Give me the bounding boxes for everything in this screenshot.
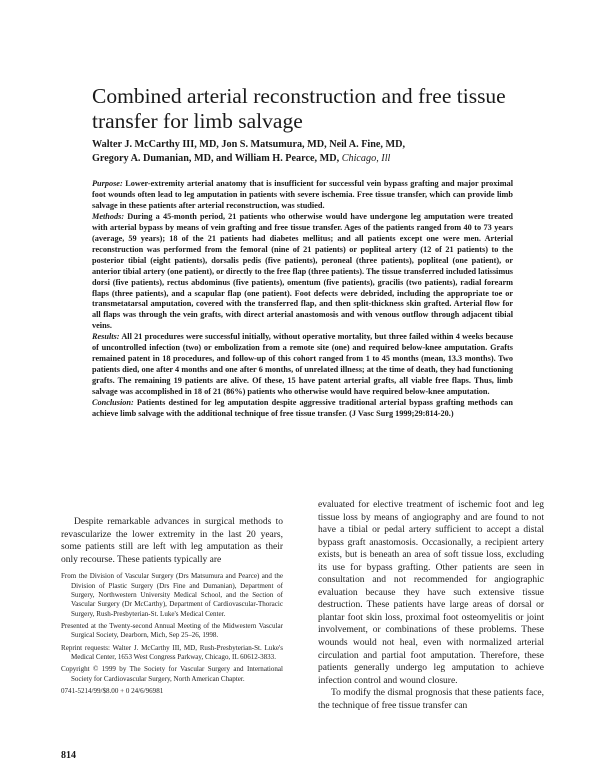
authors-location: Chicago, Ill: [341, 152, 391, 164]
abstract-conclusion: [92, 398, 513, 420]
author-list: [92, 138, 532, 165]
intro-paragraph: Despite remarkable advances in surgical methods to revascularize the lower extremity in the last 20 years, some patients still are left with leg amputation as their only recourse. These patients typically are: [61, 517, 283, 565]
body-paragraph-1: evaluated for elective treatment of ischemic foot and leg tissue loss by means of angiography and are found to not have a tibial or pedal artery sufficient to accept a distal bypass graft anastomosis. Occasionally, a recipient artery exists, but is beneath an area of soft tissue loss, excluding its use for bypass grafting. Other patients are seen in consultation and not recommended for angiographic evaluation because they have such extensive tissue destruction. These patients have large areas of dorsal or plantar foot skin loss, proximal foot osteomyelitis or joint involvement, or combinations of these problems. These wounds would not heal, even with normalized arterial circulation and partial foot amputation. Therefore, these patients generally undergo leg amputation to achieve infection control and wound closure.: [318, 500, 544, 686]
footnotes: [61, 572, 283, 696]
conclusion-label: Conclusion:: [92, 398, 134, 408]
methods-label: Methods:: [92, 211, 125, 221]
abstract-results: [92, 332, 513, 398]
conclusion-text: Patients destined for leg amputation despite aggressive traditional arterial bypass grafting methods can achieve limb salvage with the additional technique of free tissue transfer. (J Vasc Surg 1999;29:814-20.): [92, 398, 513, 419]
abstract: [92, 179, 513, 420]
authors-line-2-names: Gregory A. Dumanian, MD, and William H. Pearce, MD,: [92, 152, 340, 164]
authors-line-1: Walter J. McCarthy III, MD, Jon S. Matsumura, MD, Neil A. Fine, MD,: [92, 139, 406, 150]
article-title: Combined arterial reconstruction and free tissue transfer for limb salvage: [92, 84, 506, 133]
footnote-presented: Presented at the Twenty-second Annual Meeting of the Midwestern Vascular Surgical Society, Dearborn, Mich, Sep 25–26, 1998.: [61, 621, 283, 640]
abstract-purpose: [92, 179, 513, 212]
methods-text: During a 45-month period, 21 patients who otherwise would have undergone leg amputation were treated with arterial bypass by means of vein grafting and free tissue transfer. Ages of the patients ranged from 40 to 73 years (average, 59 years); 18 of the 21 patients had diabetes mellitus; and all patients except one were men. Arterial reconstruction was performed from the femoral (nine of 21 patients) or popliteal artery (12 of 21 patients) to the posterior tibial (eight patients), dorsalis pedis (five patients), peroneal (three patients), popliteal (one patient), or anterior tibial artery (one patient), or directly to the free flap (three patients). The tissue transferred included latissimus dorsi (five patients), rectus abdominus (five patients), omentum (five patients), gracilis (two patients), radial forearm flaps (three patients), and a scapular flap (one patient). Foot defects were debrided, including the appropriate toe or transmetatarsal amputation, covered with the transferred flap, and then split-thickness skin grafted. Arterial flow for all flaps was through the vein grafts, with direct arterial anastomosis and with venous outflow through adjacent tibial veins.: [92, 211, 513, 331]
right-column: [318, 499, 544, 712]
footnote-code: 0741-5214/99/$8.00 + 0 24/6/96981: [61, 686, 164, 695]
purpose-text: Lower-extremity arterial anatomy that is insufficient for successful vein bypass grafting and major proximal foot wounds often lead to leg amputation in patients with severe ischemia. Free tissue transfer, which can provide limb salvage in these patients after arterial reconstruction, was studied.: [92, 179, 513, 210]
authors-line-2: [92, 152, 532, 166]
purpose-label: Purpose:: [92, 179, 123, 188]
footnote-copyright: Copyright © 1999 by The Society for Vascular Surgery and International Society for Cardiovascular Surgery, North American Chapter.: [61, 665, 283, 683]
footnote-affiliation: From the Division of Vascular Surgery (Drs Matsumura and Pearce) and the Division of Plastic Surgery (Drs Fine and Dumanian), Department of Surgery, Northwestern University Medical School, and the Section of Vascular Surgery (Dr McCarthy), Department of Cardiovascular-Thoracic Surgery, Rush-Presbyterian-St. Luke's Medical Center.: [61, 572, 283, 618]
body-paragraph-2: To modify the dismal prognosis that these patients face, the technique of free tissue transfer can: [318, 688, 544, 711]
abstract-methods: [92, 212, 513, 332]
page-number: 814: [61, 750, 76, 761]
footnote-reprint: Reprint requests: Walter J. McCarthy III, MD, Rush-Presbyterian-St. Luke's Medical Center, 1653 West Congress Parkway, Chicago, IL 60612-3833.: [61, 643, 283, 661]
results-text: All 21 procedures were successful initially, without operative mortality, but three failed within 4 weeks because of uncontrolled infection (two) or embolization from a remote site (one) and required below-knee amputation. Grafts remained patent in 18 procedures, and follow-up of this cohort ranged from 1 to 45 months (mean, 13.3 months). Two patients died, one after 4 months and one after 6 months, of unrelated illness; at the time of death, they had functioning grafts. The remaining 19 patients are alive. Of these, 15 have patent arterial grafts, all viable free flaps. Thus, limb salvage was accomplished in 18 of 21 (86%) patients who otherwise would have required below-knee amputation.: [92, 332, 513, 397]
left-column: [61, 516, 283, 696]
results-label: Results:: [92, 332, 120, 342]
